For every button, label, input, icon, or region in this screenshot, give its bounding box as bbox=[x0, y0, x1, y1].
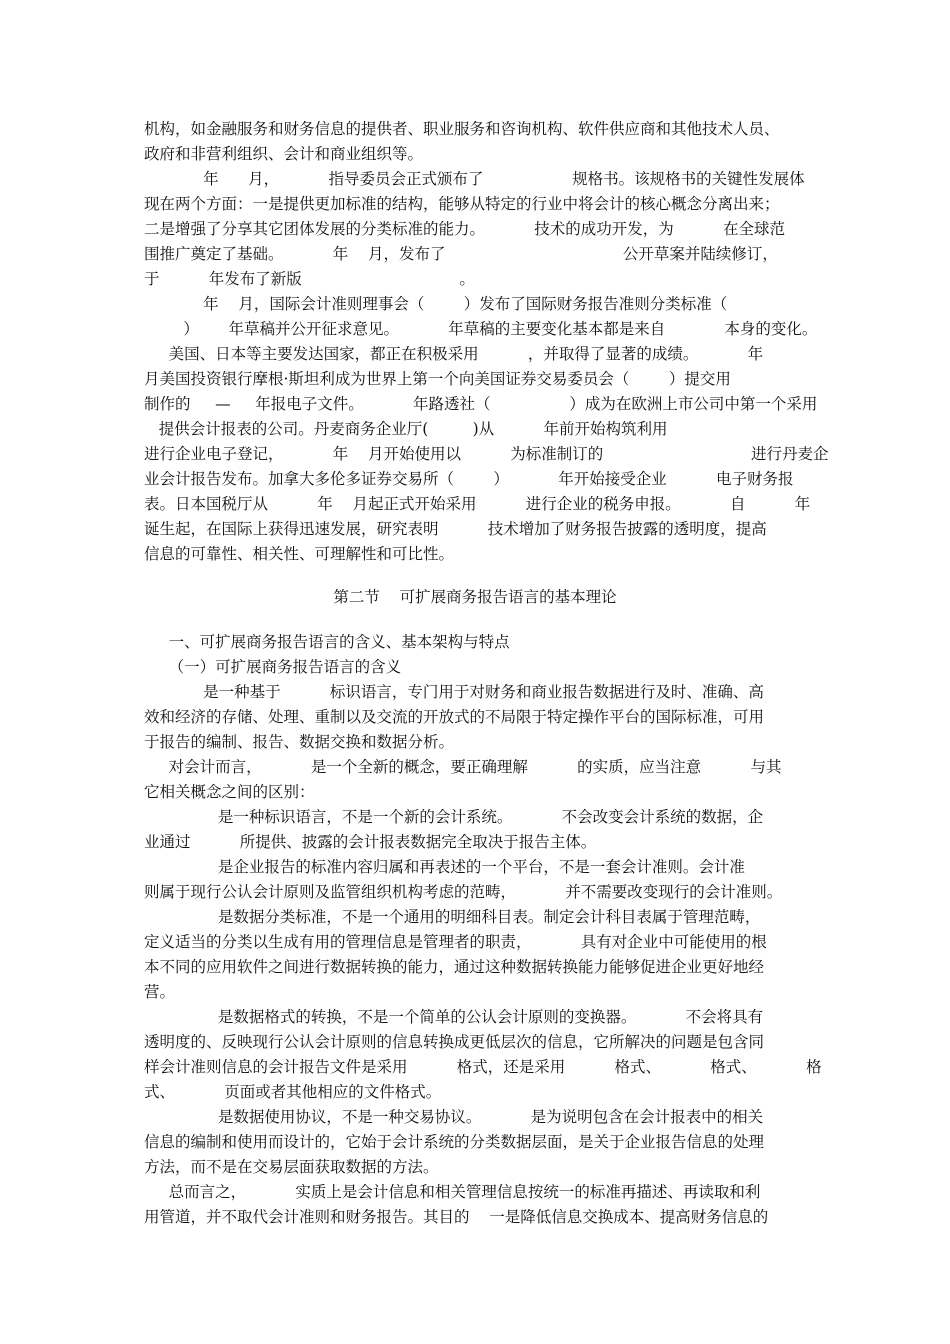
text-line: 年 月，国际会计准则理事会（ ）发布了国际财务报告准则分类标准（ bbox=[144, 295, 728, 313]
text-line: 业通过 所提供、披露的会计报表数据完全取决于报告主体。 bbox=[144, 833, 597, 851]
text-line: 是一种标识语言，不是一个新的会计系统。 不会改变会计系统的数据，企 bbox=[144, 808, 764, 826]
text-line: 围推广奠定了基础。 年 月，发布了 公开草案并陆续修订， bbox=[144, 245, 778, 263]
heading-1: 一、可扩展商务报告语言的含义、基本架构与特点 bbox=[144, 633, 510, 651]
text-line: 定义适当的分类以生成有用的管理信息是管理者的职责， 具有对企业中可能使用的根 bbox=[144, 933, 767, 951]
text-line: 月美国投资银行摩根·斯坦利成为世界上第一个向美国证券交易委员会（ ）提交用 bbox=[144, 370, 731, 388]
text-line: 则属于现行公认会计原则及监管组织机构考虑的范畴， 并不需要改变现行的会计准则。 bbox=[144, 883, 783, 901]
text-line: 营。 bbox=[144, 983, 176, 1001]
text-line: 现在两个方面：一是提供更加标准的结构，能够从特定的行业中将会计的核心概念分离出来； bbox=[144, 195, 780, 213]
text-line: 用管道，并不取代会计准则和财务报告。其目的 一是降低信息交换成本、提高财务信息的 bbox=[144, 1208, 769, 1226]
text-line: 式、 页面或者其他相应的文件格式。 bbox=[144, 1083, 442, 1101]
text-line: 于报告的编制、报告、数据交换和数据分析。 bbox=[144, 733, 455, 751]
text-line: 二是增强了分享其它团体发展的分类标准的能力。 技术的成功开发，为 在全球范 bbox=[144, 220, 786, 238]
text-line: 政府和非营利组织、会计和商业组织等。 bbox=[144, 145, 424, 163]
text-line: 是数据格式的转换，不是一个简单的公认会计原则的变换器。 不会将具有 bbox=[144, 1008, 764, 1026]
text-line: 它相关概念之间的区别： bbox=[144, 783, 315, 801]
text-line: 本不同的应用软件之间进行数据转换的能力，通过这种数据转换能力能够促进企业更好地经 bbox=[144, 958, 765, 976]
text-line: 是数据使用协议，不是一种交易协议。 是为说明包含在会计报表中的相关 bbox=[144, 1108, 764, 1126]
text-line: 制作的 — 年报电子文件。 年路透社（ ）成为在欧洲上市公司中第一个采用 bbox=[144, 395, 818, 413]
text-line: 方法，而不是在交易层面获取数据的方法。 bbox=[144, 1158, 439, 1176]
heading-2: （一）可扩展商务报告语言的含义 bbox=[144, 658, 402, 676]
text-line: 业会计报告发布。加拿大多伦多证券交易所（ ） 年开始接受企业 电子财务报 bbox=[144, 470, 794, 488]
text-line: ） 年草稿并公开征求意见。 年草稿的主要变化基本都是来自 本身的变化。 bbox=[144, 320, 818, 338]
text-line: 于 年发布了新版 。 bbox=[144, 270, 475, 288]
text-line: 对会计而言， 是一个全新的概念，要正确理解 的实质，应当注意 与其 bbox=[144, 758, 782, 776]
text-line: 总而言之， 实质上是会计信息和相关管理信息按统一的标准再描述、再读取和利 bbox=[144, 1183, 761, 1201]
text-line: 透明度的、反映现行公认会计原则的信息转换成更低层次的信息，它所解决的问题是包含同 bbox=[144, 1033, 765, 1051]
text-line: 信息的编制和使用而设计的，它始于会计系统的分类数据层面，是关于企业报告信息的处理 bbox=[144, 1133, 765, 1151]
text-line: 是一种基于 标识语言，专门用于对财务和商业报告数据进行及时、准确、高 bbox=[144, 683, 764, 701]
text-line: 诞生起，在国际上获得迅速发展，研究表明 技术增加了财务报告披露的透明度，提高 bbox=[144, 520, 767, 538]
text-line: 机构，如金融服务和财务信息的提供者、职业服务和咨询机构、软件供应商和其他技术人员、 bbox=[144, 120, 780, 138]
text-line: 是数据分类标准，不是一个通用的明细科目表。制定会计科目表属于管理范畴， bbox=[144, 908, 761, 926]
text-line: 是企业报告的标准内容归属和再表述的一个平台，不是一套会计准则。会计准 bbox=[144, 858, 745, 876]
text-line: 表。日本国税厅从 年 月起正式开始采用 进行企业的税务申报。 自 年 bbox=[144, 495, 811, 513]
text-line: 年 月， 指导委员会正式颁布了 规格书。该规格书的关键性发展体 bbox=[144, 170, 805, 188]
text-line: 信息的可靠性、相关性、可理解性和可比性。 bbox=[144, 545, 455, 563]
text-line: 样会计准则信息的会计报告文件是采用 格式，还是采用 格式、 格式、 格 bbox=[144, 1058, 822, 1076]
text-line: 美国、日本等主要发达国家，都正在积极采用 ，并取得了显著的成绩。 年 bbox=[144, 345, 764, 363]
section-title: 第二节 可扩展商务报告语言的基本理论 bbox=[333, 588, 617, 606]
text-line: 提供会计报表的公司。丹麦商务企业厅( )从 年前开始构筑利用 bbox=[144, 420, 668, 438]
text-line: 效和经济的存储、处理、重制以及交流的开放式的不局限于特定操作平台的国际标准，可用 bbox=[144, 708, 765, 726]
text-line: 进行企业电子登记， 年 月开始使用以 为标准制订的 进行丹麦企 bbox=[144, 445, 829, 463]
